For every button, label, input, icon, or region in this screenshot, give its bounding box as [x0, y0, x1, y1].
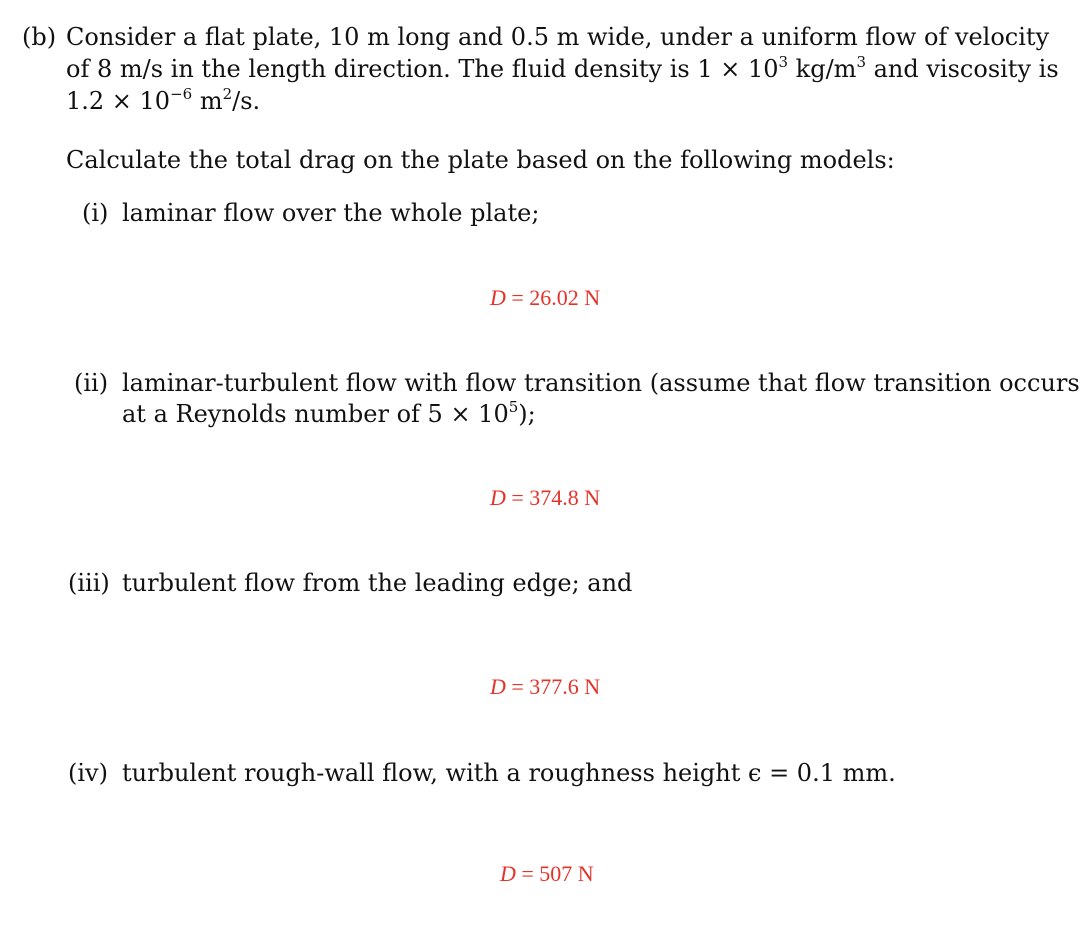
part-b-label: (b) [22, 23, 57, 51]
item-ii-text-line-1: laminar-turbulent flow with flow transition (assume that flow transition occurs [122, 369, 1080, 397]
prompt-text: Calculate the total drag on the plate based on the following models: [66, 146, 895, 174]
reynolds-exponent: 5 [508, 398, 519, 416]
problem-line-2-b: kg/m [788, 55, 857, 83]
item-i-answer [490, 284, 600, 312]
item-i-label: (i) [82, 199, 109, 227]
volume-exponent: 3 [856, 53, 866, 71]
viscosity-exponent: −6 [170, 85, 193, 103]
item-iii-answer-var: D [490, 674, 506, 699]
problem-line-2-a: of 8 m/s in the length direction. The fluid density is 1 × 10 [66, 55, 779, 83]
item-iv-answer-value: = 507 N [515, 861, 594, 886]
item-ii-answer-value: = 374.8 N [505, 485, 601, 510]
item-ii-label: (ii) [74, 369, 109, 397]
problem-line-3-a: 1.2 × 10 [66, 87, 171, 115]
item-iii-answer-value: = 377.6 N [505, 674, 601, 699]
problem-line-3-c: /s. [232, 87, 261, 115]
item-ii-answer [490, 484, 600, 512]
area-exponent: 2 [222, 85, 233, 103]
item-i-answer-var: D [490, 285, 506, 310]
item-iv-label: (iv) [68, 759, 108, 787]
item-iii-text: turbulent flow from the leading edge; and [122, 569, 633, 597]
problem-line-3 [66, 86, 260, 116]
item-ii-text-line-2-a: at a Reynolds number of 5 × 10 [122, 400, 509, 428]
item-ii-text-line-2 [122, 399, 536, 429]
item-iv-text: turbulent rough-wall flow, with a roughness height ϵ = 0.1 mm. [122, 759, 896, 787]
item-iii-answer [490, 673, 600, 701]
item-iii-label: (iii) [68, 569, 110, 597]
problem-line-2-c: and viscosity is [865, 55, 1059, 83]
item-i-answer-value: = 26.02 N [505, 285, 601, 310]
item-iv-answer [500, 860, 594, 888]
item-ii-answer-var: D [490, 485, 506, 510]
problem-line-3-b: m [192, 87, 223, 115]
item-i-text: laminar flow over the whole plate; [122, 199, 540, 227]
problem-line-1: Consider a flat plate, 10 m long and 0.5 m wide, under a uniform flow of velocity [66, 23, 1050, 51]
item-ii-text-line-2-b: ); [518, 400, 536, 428]
problem-line-2 [66, 54, 1059, 84]
item-iv-answer-var: D [500, 861, 516, 886]
density-exponent: 3 [778, 53, 789, 71]
